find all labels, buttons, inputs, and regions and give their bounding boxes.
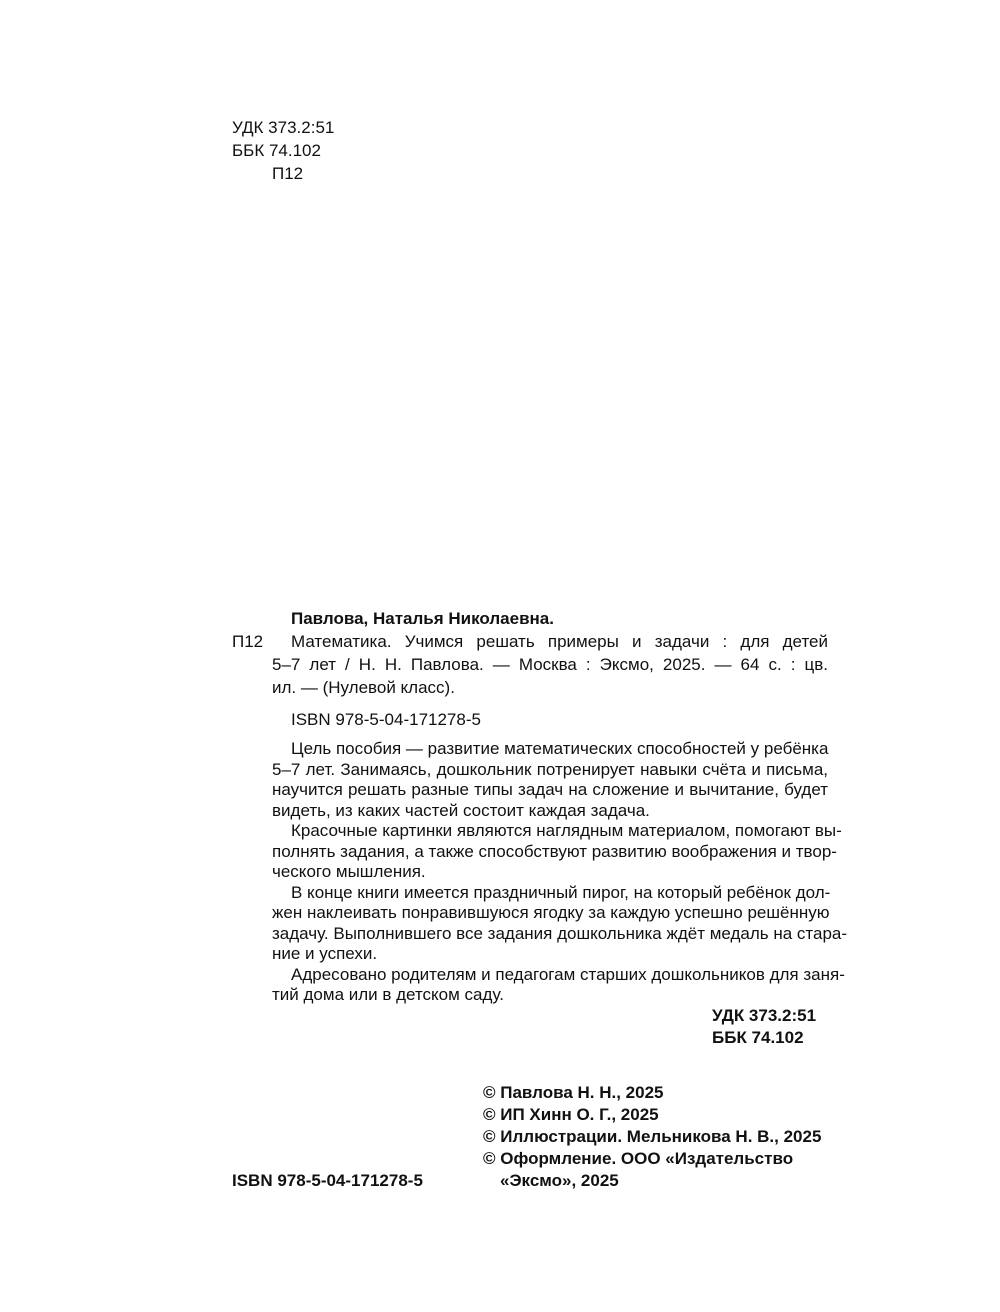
annotation-line: ческого мышления. (272, 862, 426, 881)
title-line: Математика. Учимся решать примеры и задачи : для детей (291, 632, 828, 651)
annotation-line: полнять задания, а также способствуют развитию воображения и твор- (272, 841, 837, 861)
copyright-line: © Оформление. ООО «Издательство (483, 1149, 794, 1168)
annotation-line: тий дома или в детском саду. (272, 985, 504, 1004)
header-author-sign: П12 (272, 164, 304, 183)
catalog-author-sign: П12 (232, 632, 264, 651)
title-line: ил. — (Нулевой класс). (272, 678, 455, 697)
title-line: 5–7 лет / Н. Н. Павлова. — Москва : Эксмо, 2025. — 64 с. : цв. (272, 655, 828, 674)
copyright-line: © Павлова Н. Н., 2025 (483, 1083, 664, 1102)
annotation-line: Адресовано родителям и педагогам старших дошкольников для заня- (291, 964, 845, 984)
annotation-line: Красочные картинки являются наглядным материалом, помогают вы- (291, 821, 842, 840)
header-udk: УДК 373.2:51 (232, 118, 335, 137)
footer-isbn: ISBN 978-5-04-171278-5 (232, 1171, 423, 1190)
annotation-line: ние и успехи. (272, 944, 378, 963)
copyright-line: «Эксмо», 2025 (500, 1171, 619, 1190)
annotation-line: научится решать разные типы задач на сложение и вычитание, будет (272, 780, 828, 799)
annotation-line: В конце книги имеется праздничный пирог, на который ребёнок дол- (291, 882, 831, 902)
copyright-line: © Иллюстрации. Мельникова Н. В., 2025 (483, 1127, 822, 1146)
annotation-line: Цель пособия — развитие математических способностей у ребёнка (291, 739, 829, 758)
annotation-line: задачу. Выполнившего все задания дошкольника ждёт медаль на стара- (272, 923, 848, 943)
catalog-isbn: ISBN 978-5-04-171278-5 (291, 710, 481, 729)
annotation-line: 5–7 лет. Занимаясь, дошкольник потренирует навыки счёта и письма, (272, 759, 828, 779)
classification-udk: УДК 373.2:51 (712, 1006, 817, 1025)
annotation-line: жен наклеивать понравившуюся ягодку за каждую успешно решённую (272, 903, 830, 922)
header-bbk: ББК 74.102 (232, 141, 321, 160)
annotation-line: видеть, из каких частей состоит каждая задача. (272, 800, 650, 820)
copyright-line: © ИП Хинн О. Г., 2025 (483, 1105, 659, 1124)
classification-bbk: ББК 74.102 (712, 1028, 804, 1047)
author-heading: Павлова, Наталья Николаевна. (291, 609, 554, 628)
